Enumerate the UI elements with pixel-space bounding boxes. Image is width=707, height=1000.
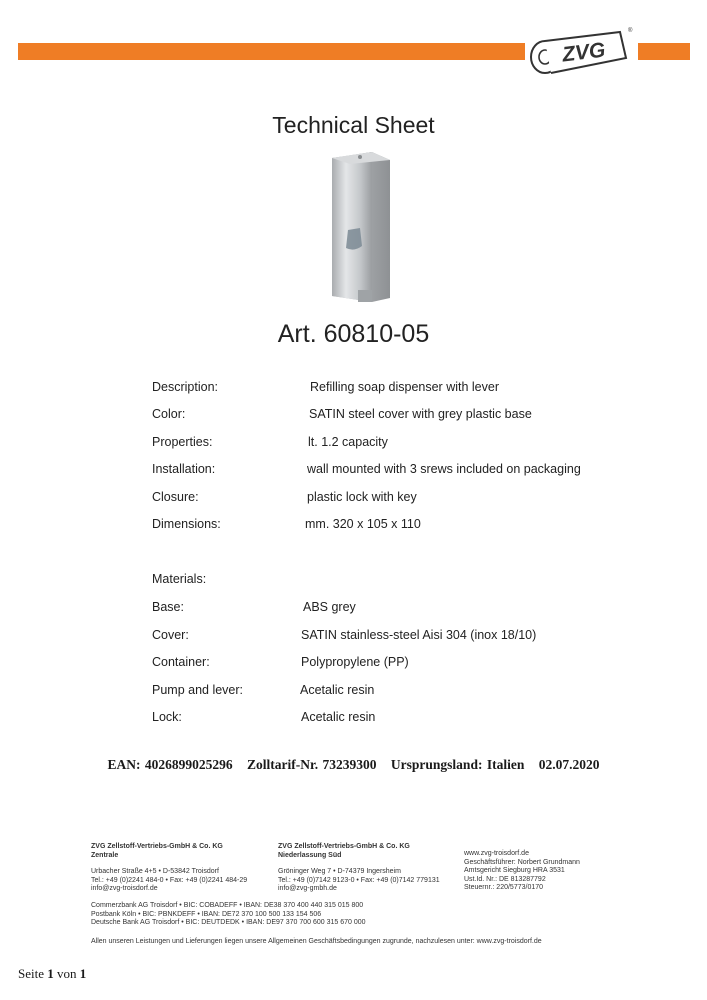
page-current: 1 [47, 966, 54, 981]
footer-col-legal [464, 850, 580, 893]
spec-value: lt. 1.2 capacity [308, 435, 388, 449]
spec-value: Refilling soap dispenser with lever [310, 380, 499, 394]
material-label: Lock: [152, 710, 182, 724]
footer-branch: Niederlassung Süd [278, 851, 342, 859]
material-value: SATIN stainless-steel Aisi 304 (inox 18/10) [301, 628, 537, 642]
spec-label: Description: [152, 380, 218, 394]
footer-branch: Zentrale [91, 851, 119, 859]
zvg-logo [528, 22, 636, 82]
ean-line [0, 757, 707, 773]
footer-bank: Deutsche Bank AG Troisdorf • BIC: DEUTDEDK • IBAN: DE97 370 700 600 315 670 000 [91, 919, 366, 927]
materials-heading: Materials: [152, 572, 207, 586]
page-total: 1 [79, 966, 87, 981]
logo-text: ZVG [560, 38, 607, 67]
footer-terms: Allen unseren Leistungen und Lieferungen liegen unsere Allgemeinen Geschäftsbedingungen zugrunde, nachzulesen unter: www.zvg-troisdorf.de [91, 938, 542, 945]
spec-label: Properties: [152, 435, 213, 449]
footer-bank: Postbank Köln • BIC: PBNKDEFF • IBAN: DE72 370 100 500 133 154 506 [91, 910, 322, 918]
document-date: 02.07.2020 [538, 757, 600, 772]
footer-court: Amtsgericht Siegburg HRA 3531 [464, 867, 565, 875]
material-label: Base: [152, 600, 184, 614]
footer-tax: Steuernr.: 220/5773/0170 [464, 884, 544, 892]
material-label: Container: [152, 655, 210, 669]
footer-company: ZVG Zellstoff-Vertriebs-GmbH & Co. KG [91, 843, 223, 850]
page-title: Technical Sheet [272, 112, 435, 138]
footer-company: ZVG Zellstoff-Vertriebs-GmbH & Co. KG [278, 843, 410, 850]
material-value: Acetalic resin [301, 710, 376, 724]
country-of-origin: Ursprungsland: Italien [390, 757, 525, 772]
footer-address: Gröninger Weg 7 • D-74379 Ingersheim [278, 868, 401, 876]
material-label: Pump and lever: [152, 683, 244, 697]
article-number: Art. 60810-05 [277, 320, 430, 348]
footer-phone: Tel.: +49 (0)2241 484-0 • Fax: +49 (0)2241 484-29 [91, 876, 248, 884]
page-number [18, 966, 86, 982]
footer-website: www.zvg-troisdorf.de [464, 850, 529, 857]
footer-banks [91, 902, 366, 928]
header-orange-bar [18, 43, 525, 60]
spec-value: mm. 320 x 105 x 110 [305, 517, 421, 531]
material-value: Polypropylene (PP) [301, 655, 409, 669]
spec-label: Installation: [152, 462, 216, 476]
product-image-dispenser [318, 150, 398, 310]
footer-bank: Commerzbank AG Troisdorf • BIC: COBADEFF • IBAN: DE38 370 400 440 315 015 800 [91, 902, 364, 909]
footer-col-branch-south [278, 843, 440, 894]
page-prefix: Seite [18, 966, 44, 981]
page-separator: von [57, 966, 77, 981]
ean-code: EAN: 4026899025296 [107, 757, 233, 772]
footer-email: info@zvg-troisdorf.de [91, 885, 158, 893]
spec-label: Closure: [152, 490, 199, 504]
spec-value: SATIN steel cover with grey plastic base [309, 407, 532, 421]
svg-text:®: ® [628, 28, 633, 34]
footer-email: info@zvg-gmbh.de [278, 885, 337, 893]
footer-phone: Tel.: +49 (0)7142 9123-0 • Fax: +49 (0)7142 779131 [278, 876, 440, 884]
material-label: Cover: [152, 628, 189, 642]
material-value: Acetalic resin [300, 683, 375, 697]
material-value: ABS grey [303, 600, 356, 614]
spec-value: wall mounted with 3 srews included on packaging [307, 462, 581, 476]
spec-label: Color: [152, 407, 186, 421]
footer-vat: Ust.Id. Nr.: DE 813287792 [464, 875, 546, 883]
spec-value: plastic lock with key [307, 490, 417, 504]
tariff-number: Zolltarif-Nr. 73239300 [247, 757, 377, 772]
footer-address: Urbacher Straße 4+5 • D-53842 Troisdorf [91, 868, 219, 876]
footer-ceo: Geschäftsführer: Norbert Grundmann [464, 858, 580, 866]
header-orange-bar-right [638, 43, 690, 60]
footer-col-headquarters [91, 843, 247, 894]
spec-label: Dimensions: [152, 517, 221, 531]
